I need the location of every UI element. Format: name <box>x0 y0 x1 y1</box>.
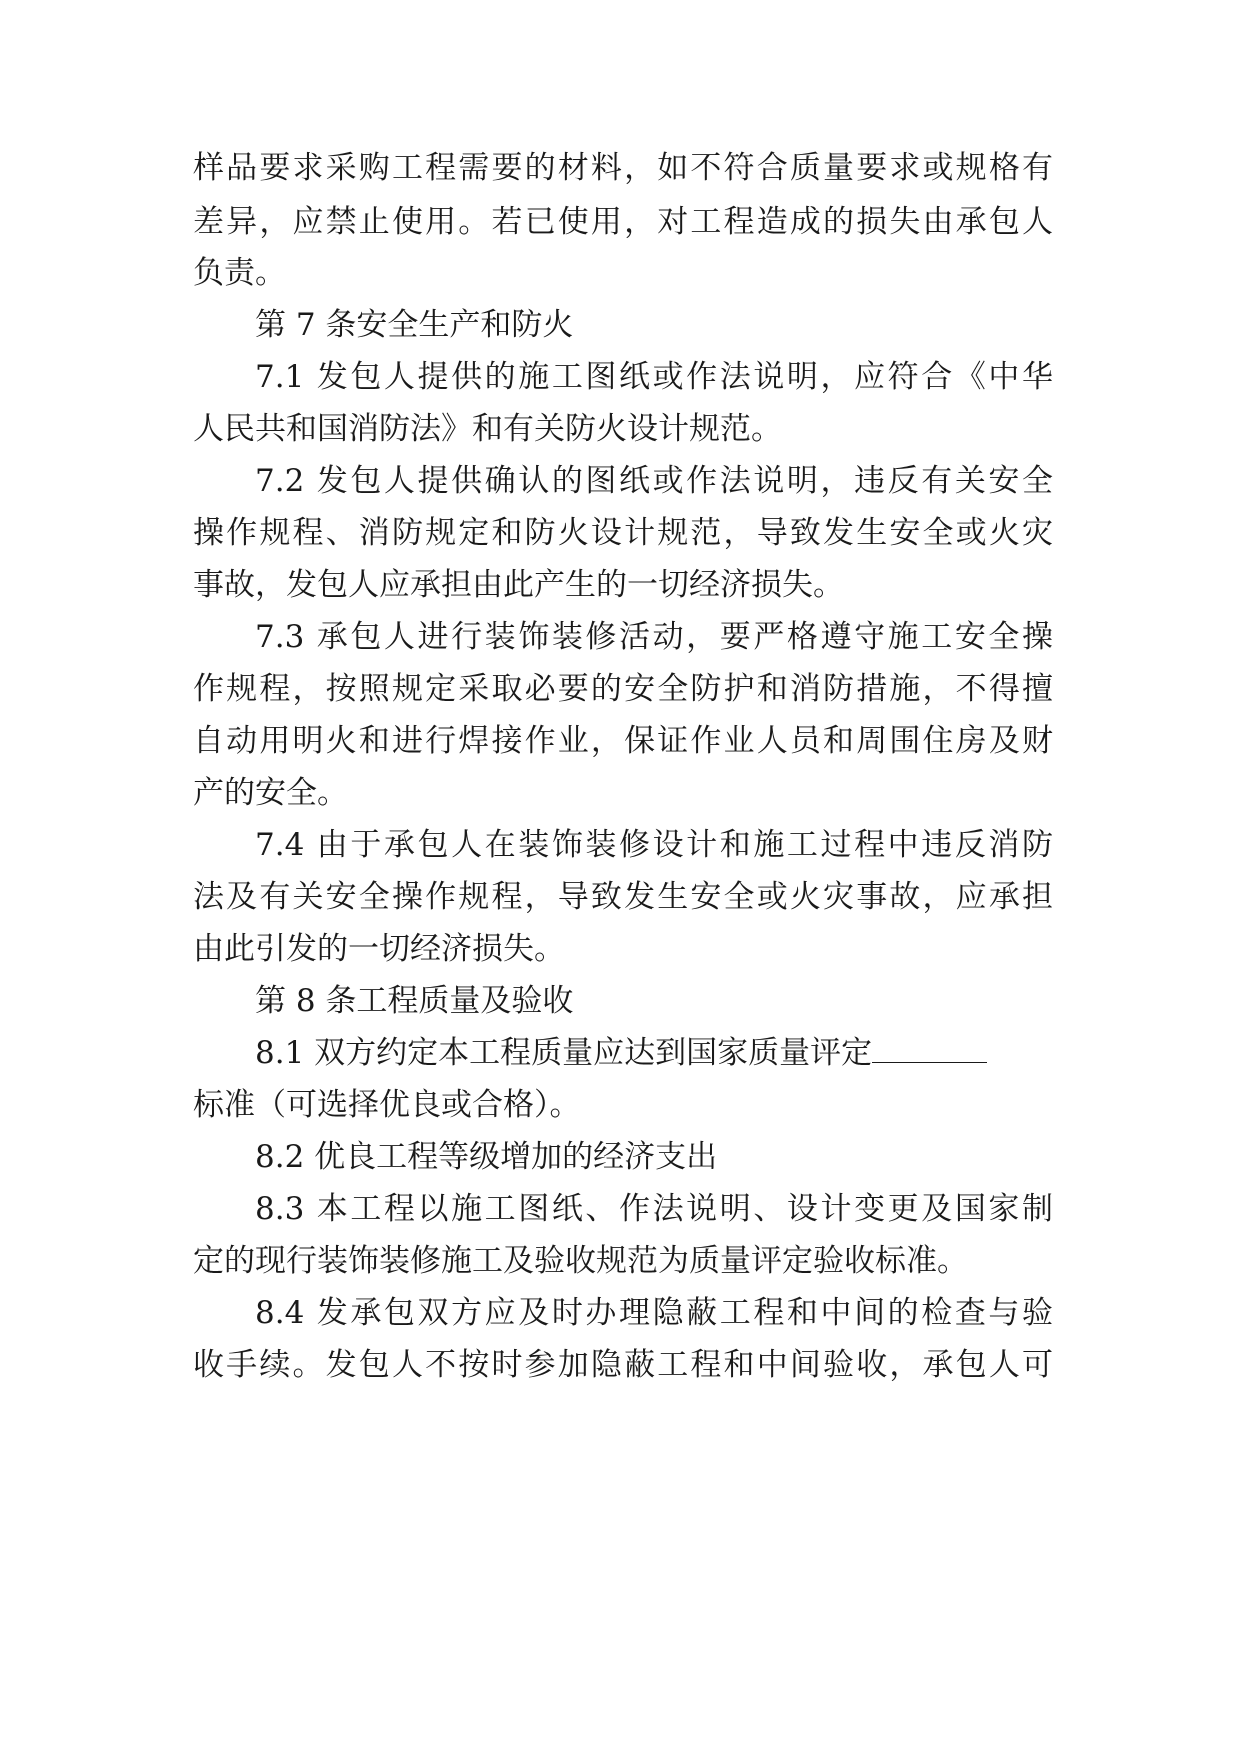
fill-in-blank[interactable] <box>872 1032 987 1063</box>
text-line: 法及有关安全操作规程，导致发生安全或火灾事故，应承担 <box>193 879 1053 915</box>
text-line: 由此引发的一切经济损失。 <box>193 931 565 967</box>
text-line: 操作规程、消防规定和防火设计规范，导致发生安全或火灾 <box>193 515 1053 551</box>
text-line: 负责。 <box>193 255 286 291</box>
clause-8-1 <box>255 1028 1053 1078</box>
clause-8-2: 8.2 优良工程等级增加的经济支出 <box>255 1139 718 1175</box>
text-line: 人民共和国消防法》和有关防火设计规范。 <box>193 411 782 447</box>
clause-8-4: 8.4 发承包双方应及时办理隐蔽工程和中间的检查与验 <box>255 1295 1053 1331</box>
text-line: 收手续。发包人不按时参加隐蔽工程和中间验收，承包人可 <box>193 1347 1053 1383</box>
section-heading-7: 第 7 条安全生产和防火 <box>255 307 574 343</box>
text-line: 差异，应禁止使用。若已使用，对工程造成的损失由承包人 <box>193 204 1053 240</box>
text-line: 定的现行装饰装修施工及验收规范为质量评定验收标准。 <box>193 1243 968 1279</box>
section-heading-8: 第 8 条工程质量及验收 <box>255 983 574 1019</box>
text-line: 作规程，按照规定采取必要的安全防护和消防措施，不得擅 <box>193 671 1053 707</box>
clause-7-1: 7.1 发包人提供的施工图纸或作法说明，应符合《中华 <box>255 359 1053 395</box>
text-line: 事故，发包人应承担由此产生的一切经济损失。 <box>193 567 844 603</box>
clause-7-2: 7.2 发包人提供确认的图纸或作法说明，违反有关安全 <box>255 463 1053 499</box>
text-line: 产的安全。 <box>193 775 348 811</box>
clause-8-3: 8.3 本工程以施工图纸、作法说明、设计变更及国家制 <box>255 1191 1053 1227</box>
clause-7-3: 7.3 承包人进行装饰装修活动，要严格遵守施工安全操 <box>255 619 1053 655</box>
clause-8-1-text: 8.1 双方约定本工程质量应达到国家质量评定 <box>255 1035 873 1071</box>
text-line: 样品要求采购工程需要的材料，如不符合质量要求或规格有 <box>193 150 1053 186</box>
text-line: 自动用明火和进行焊接作业，保证作业人员和周围住房及财 <box>193 723 1053 759</box>
clause-7-4: 7.4 由于承包人在装饰装修设计和施工过程中违反消防 <box>255 827 1053 863</box>
text-line: 标准（可选择优良或合格）。 <box>193 1087 581 1123</box>
